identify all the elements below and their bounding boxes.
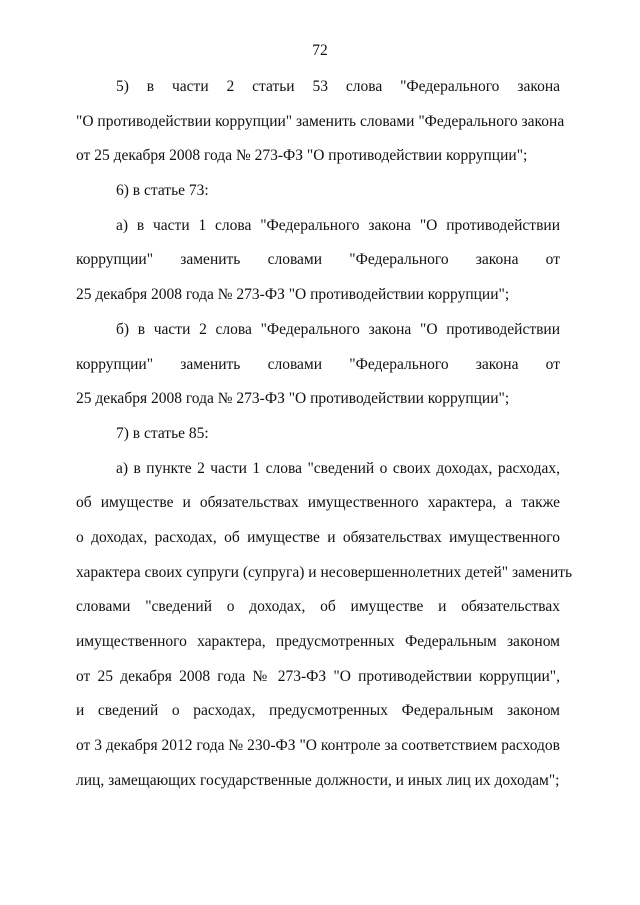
text-line: лиц, замещающих государственные должности, и иных лиц их доходам";	[76, 771, 560, 789]
text-line: от 3 декабря 2012 года № 230-ФЗ "О контроле за соответствием расходов	[76, 737, 560, 755]
page-number: 72	[312, 42, 328, 59]
text-line: от 25 декабря 2008 года № 273-ФЗ "О противодействии коррупции";	[76, 147, 528, 165]
text-line: словами "сведений о доходах, об имуществе и обязательствах	[76, 598, 560, 616]
text-line: 5) в части 2 статьи 53 слова "Федерального закона	[116, 78, 560, 95]
text-line: об имуществе и обязательствах имущественного характера, а также	[76, 494, 560, 512]
document-body	[76, 76, 573, 804]
text-line: 6) в статье 73:	[116, 182, 209, 200]
text-line: о доходах, расходах, об имуществе и обязательствах имущественного	[76, 528, 560, 546]
text-line: от 25 декабря 2008 года № 273-ФЗ "О противодействии коррупции",	[76, 667, 560, 685]
text-line: и сведений о расходах, предусмотренных Федеральным законом	[76, 702, 560, 720]
text-line: 25 декабря 2008 года № 273-ФЗ "О противодействии коррупции";	[76, 286, 510, 304]
text-line: б) в части 2 слова "Федерального закона "О противодействии	[116, 320, 560, 338]
text-line: характера своих супруги (супруга) и несовершеннолетних детей" заменить	[76, 563, 573, 581]
text-line: коррупции" заменить словами "Федерального закона от	[76, 355, 560, 373]
text-line: 7) в статье 85:	[116, 424, 209, 442]
text-line: а) в части 1 слова "Федерального закона "О противодействии	[116, 216, 560, 234]
text-line: "О противодействии коррупции" заменить словами "Федерального закона	[76, 112, 565, 130]
text-line: а) в пункте 2 части 1 слова "сведений о своих доходах, расходах,	[116, 459, 560, 477]
text-line: имущественного характера, предусмотренных Федеральным законом	[76, 633, 560, 650]
text-line: 25 декабря 2008 года № 273-ФЗ "О противодействии коррупции";	[76, 390, 510, 408]
text-line: коррупции" заменить словами "Федерального закона от	[76, 251, 560, 269]
